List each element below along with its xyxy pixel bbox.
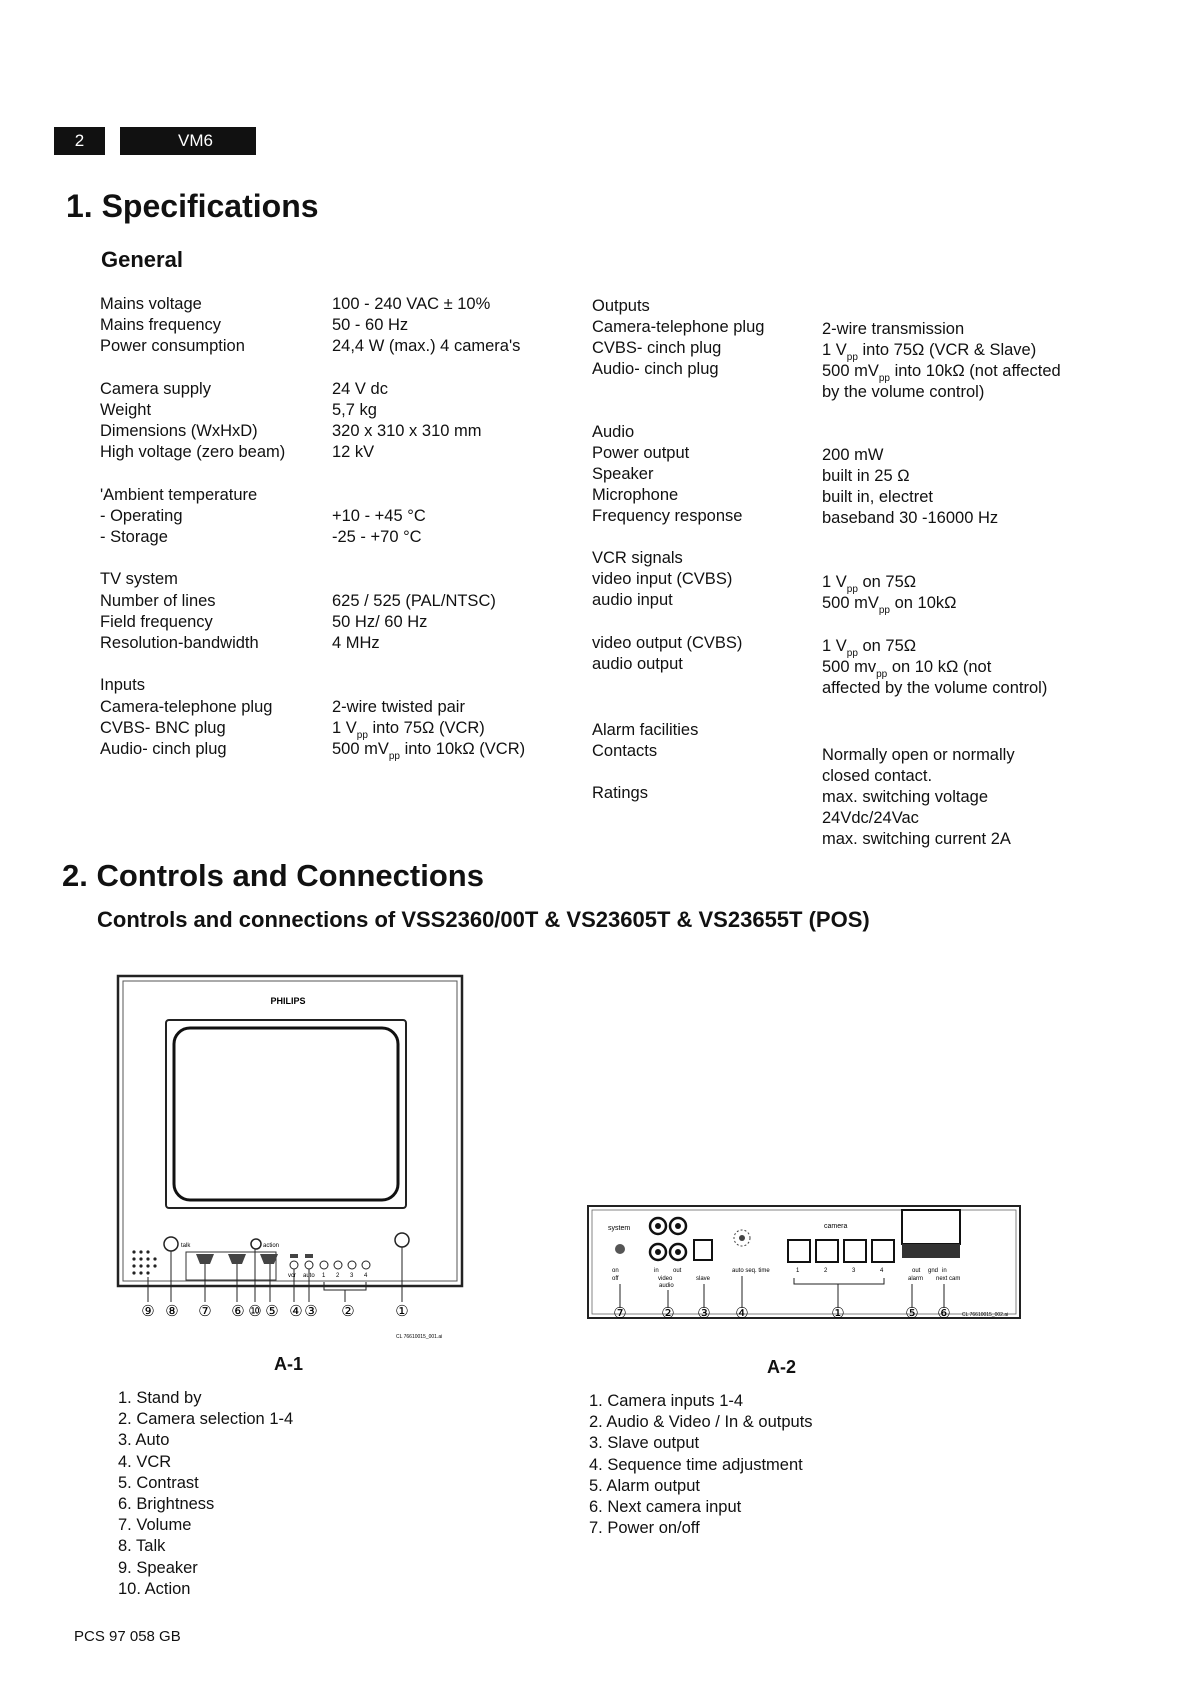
spec-label: Mains frequency <box>100 316 222 335</box>
spec-value: 500 $mV_{pp}$ into 10kΩ (not affected <box>822 362 1061 384</box>
in-label: in <box>654 1268 659 1274</box>
volume-knob <box>196 1254 214 1264</box>
list-item: 5. Alarm output <box>589 1476 700 1495</box>
talk-button <box>164 1237 178 1251</box>
spec-row <box>100 612 570 633</box>
page-number: 2 <box>54 127 105 155</box>
screen <box>174 1028 398 1200</box>
spec-label: Field frequency <box>100 612 213 631</box>
spec-label: Microphone <box>592 486 679 504</box>
spec-label: Audio- cinch plug <box>100 739 227 758</box>
cam-label: 3 <box>852 1268 856 1274</box>
spec-value: 5,7 kg <box>332 400 377 419</box>
in-label: in <box>942 1268 947 1274</box>
spec-label: Frequency response <box>592 507 743 525</box>
spec-value: 500 $mV_{pp}$ into 10kΩ (VCR) <box>332 739 526 762</box>
list-item: 2. Camera selection 1-4 <box>118 1410 294 1429</box>
callout-1: ① <box>831 1305 845 1322</box>
spec-value: closed contact. <box>822 767 933 785</box>
spec-label: Dimensions (WxHxD) <box>100 422 258 441</box>
callout-6: ⑥ <box>231 1303 245 1320</box>
spec-label: Power output <box>592 444 690 462</box>
footer-code: PCS 97 058 GB <box>74 1628 181 1645</box>
list-item: 2. Audio & Video / In & outputs <box>589 1413 813 1432</box>
screen-bezel <box>166 1020 406 1208</box>
spec-value: 24 V dc <box>332 379 388 398</box>
spec-value: 500 $mV_{pp}$ on 10kΩ <box>822 594 957 616</box>
spec-row <box>100 315 570 336</box>
spec-value: affected by the volume control) <box>822 679 1048 697</box>
spec-label: High voltage (zero beam) <box>100 443 286 462</box>
spec-value: by the volume control) <box>822 383 985 401</box>
callout-1: ① <box>395 1303 409 1320</box>
spec-label: Inputs <box>100 676 145 695</box>
spec-row <box>100 421 570 442</box>
list-item: 7. Power on/off <box>589 1519 700 1538</box>
a1-legend-list <box>118 1388 293 1600</box>
spec-row <box>100 358 570 379</box>
contrast-knob <box>260 1254 278 1264</box>
spec-row <box>100 379 570 400</box>
spec-label: Contacts <box>592 742 658 760</box>
callout-8: ⑧ <box>165 1303 179 1320</box>
av-cinch-sockets <box>650 1218 686 1260</box>
system-label: system <box>608 1225 631 1232</box>
spec-value: max. switching current 2A <box>822 830 1011 848</box>
out-label: out <box>673 1268 682 1274</box>
spec-value: 24Vdc/24Vac <box>822 809 919 827</box>
callout-3: ③ <box>304 1303 318 1320</box>
section-2-title: 2. Controls and Connections <box>62 858 484 893</box>
list-item: 6. Next camera input <box>589 1498 742 1517</box>
monitor-outline <box>118 976 462 1286</box>
spec-label: video input (CVBS) <box>592 570 733 588</box>
list-item: 1. Camera inputs 1-4 <box>589 1392 744 1410</box>
spec-value: 100 - 240 VAC ± 10% <box>332 295 491 313</box>
spec-label: Ratings <box>592 784 648 802</box>
spec-label: Mains voltage <box>100 295 202 313</box>
figure-code: CL 76610015_002.ai <box>962 1312 1009 1318</box>
spec-label: audio input <box>592 591 673 609</box>
list-item: 4. VCR <box>118 1452 172 1471</box>
alarm-label: alarm <box>908 1276 924 1282</box>
spec-row <box>100 654 570 675</box>
list-item: 5. Contrast <box>118 1473 199 1492</box>
spec-value: 50 - 60 Hz <box>332 316 409 335</box>
spec-row <box>100 591 570 612</box>
out-label: out <box>912 1268 921 1274</box>
spec-value: baseband 30 -16000 Hz <box>822 509 999 527</box>
spec-value: +10 - +45 °C <box>332 506 426 525</box>
callout-7: ⑦ <box>198 1303 212 1320</box>
power-switch <box>615 1244 625 1254</box>
spec-row <box>100 697 570 718</box>
list-item: 10. Action <box>118 1579 191 1598</box>
spec-label: Camera-telephone plug <box>100 697 273 716</box>
spec-value: 1 $V_{pp}$ on 75Ω <box>822 637 917 659</box>
spec-row <box>100 336 570 357</box>
callout-2: ② <box>341 1303 355 1320</box>
spec-row <box>100 739 570 760</box>
vcr-label: vcr <box>288 1273 296 1279</box>
spec-label: Power consumption <box>100 337 245 356</box>
gnd-label: gnd <box>928 1268 939 1274</box>
spec-label: CVBS- cinch plug <box>592 339 722 357</box>
spec-label: TV system <box>100 570 178 589</box>
spec-row <box>100 548 570 569</box>
on-label: on <box>612 1268 619 1274</box>
spec-value: 200 mW <box>822 446 884 464</box>
spec-value: 1 $V_{pp}$ into 75Ω (VCR) <box>332 718 485 741</box>
off-label: off <box>612 1276 619 1282</box>
spec-label: Number of lines <box>100 591 216 610</box>
spec-value: 12 kV <box>332 443 375 462</box>
cam-label: 1 <box>322 1273 326 1279</box>
list-item: 6. Brightness <box>118 1495 215 1514</box>
spec-row <box>100 294 570 315</box>
spec-value: 50 Hz/ 60 Hz <box>332 612 428 631</box>
spec-label: - Storage <box>100 528 168 547</box>
camera-inputs <box>788 1240 894 1262</box>
callout-5: ⑤ <box>905 1305 919 1322</box>
speaker-grille <box>132 1250 156 1274</box>
slave-bnc <box>694 1240 712 1260</box>
spec-left-column <box>100 294 570 760</box>
outputs-heading: Outputs <box>592 297 650 315</box>
audio-heading: Audio <box>592 423 635 441</box>
list-item: 1. Stand by <box>118 1389 202 1407</box>
spec-label: Resolution-bandwidth <box>100 634 259 652</box>
next-cam-label: next cam <box>936 1276 961 1282</box>
standby-button <box>395 1233 409 1247</box>
callout-6: ⑥ <box>937 1305 951 1322</box>
callout-4: ④ <box>289 1303 303 1320</box>
spec-value: 2-wire twisted pair <box>332 697 465 716</box>
figure-code: CL 76610015_001.ai <box>396 1334 443 1340</box>
controls-subtitle: Controls and connections of VSS2360/00T & VS23605T & VS23655T (POS) <box>97 907 870 932</box>
callout-9: ⑨ <box>141 1303 155 1320</box>
spec-row <box>100 569 570 590</box>
spec-row <box>100 464 570 485</box>
cam-label: 2 <box>336 1273 340 1279</box>
callout-4: ④ <box>735 1305 749 1322</box>
cam-label: 4 <box>364 1273 368 1279</box>
section-1-title: 1. Specifications <box>66 188 319 224</box>
a2-legend-list <box>589 1391 813 1539</box>
auto-label: auto <box>303 1273 315 1279</box>
camera-label: camera <box>824 1223 848 1230</box>
spec-row <box>100 442 570 463</box>
spec-value: built in, electret <box>822 488 933 506</box>
list-item: 7. Volume <box>118 1516 192 1535</box>
cam-label: 1 <box>796 1268 800 1274</box>
spec-value: 24,4 W (max.) 4 camera's <box>332 337 521 356</box>
slave-label: slave <box>696 1276 711 1282</box>
spec-label: Camera-telephone plug <box>592 318 765 336</box>
spec-value: -25 - +70 °C <box>332 528 422 547</box>
cam-label: 2 <box>824 1268 828 1274</box>
spec-row <box>100 485 570 506</box>
spec-row <box>100 400 570 421</box>
list-item: 4. Sequence time adjustment <box>589 1455 803 1474</box>
figure-a2 <box>584 1204 1024 1344</box>
spec-row <box>100 718 570 739</box>
list-item: 3. Slave output <box>589 1434 700 1453</box>
spec-value: max. switching voltage <box>822 788 988 806</box>
spec-label: 'Ambient temperature <box>100 485 258 504</box>
cam-label: 3 <box>350 1273 354 1279</box>
spec-value: 1 $V_{pp}$ on 75Ω <box>822 573 917 595</box>
action-button <box>251 1239 261 1249</box>
figure-a2-caption: A-2 <box>767 1357 797 1377</box>
spec-label: video output (CVBS) <box>592 634 743 652</box>
spec-value: built in 25 Ω <box>822 467 910 485</box>
spec-row <box>100 675 570 696</box>
spec-row <box>100 527 570 548</box>
figure-a1-caption: A-1 <box>274 1354 304 1374</box>
callout-3: ③ <box>697 1305 711 1322</box>
spec-value: 500 $mv_{pp}$ on 10 kΩ (not <box>822 658 992 680</box>
cam-label: 4 <box>880 1268 884 1274</box>
callout-2: ② <box>661 1305 675 1322</box>
spec-value: Normally open or normally <box>822 746 1015 764</box>
spec-value: 320 x 310 x 310 mm <box>332 422 482 441</box>
spec-value: 4 MHz <box>332 634 380 652</box>
spec-value: 625 / 525 (PAL/NTSC) <box>332 591 496 610</box>
spec-label: - Operating <box>100 506 183 525</box>
figure-a1 <box>112 972 492 1342</box>
callout-7: ⑦ <box>613 1305 627 1322</box>
talk-label: talk <box>181 1243 191 1249</box>
callout-10: ⑩ <box>248 1303 262 1320</box>
spec-label: Audio- cinch plug <box>592 360 719 378</box>
brand-logo: PHILIPS <box>270 996 306 1006</box>
alarm-terminal <box>902 1244 960 1258</box>
spec-value: 2-wire transmission <box>822 320 965 338</box>
auto-seq-label: auto seq. time <box>732 1268 770 1274</box>
audio-label: audio <box>659 1283 674 1289</box>
list-item: 3. Auto <box>118 1431 170 1450</box>
brightness-knob <box>228 1254 246 1264</box>
video-label: video <box>658 1276 673 1282</box>
spec-value: 1 $V_{pp}$ into 75Ω (VCR & Slave) <box>822 341 1037 363</box>
spec-row <box>100 633 570 654</box>
spec-label: Weight <box>100 400 152 419</box>
model-label: VM6 <box>120 127 256 155</box>
spec-label: Camera supply <box>100 379 211 398</box>
alarm-heading: Alarm facilities <box>592 721 699 739</box>
spec-label: CVBS- BNC plug <box>100 718 226 737</box>
spec-row <box>100 506 570 527</box>
general-heading: General <box>101 247 183 272</box>
spec-label: Speaker <box>592 465 654 483</box>
callout-5: ⑤ <box>265 1303 279 1320</box>
spec-label: audio output <box>592 655 683 673</box>
list-item: 8. Talk <box>118 1537 166 1556</box>
vcr-heading: VCR signals <box>592 549 683 567</box>
list-item: 9. Speaker <box>118 1558 198 1577</box>
action-label: action <box>263 1243 280 1249</box>
